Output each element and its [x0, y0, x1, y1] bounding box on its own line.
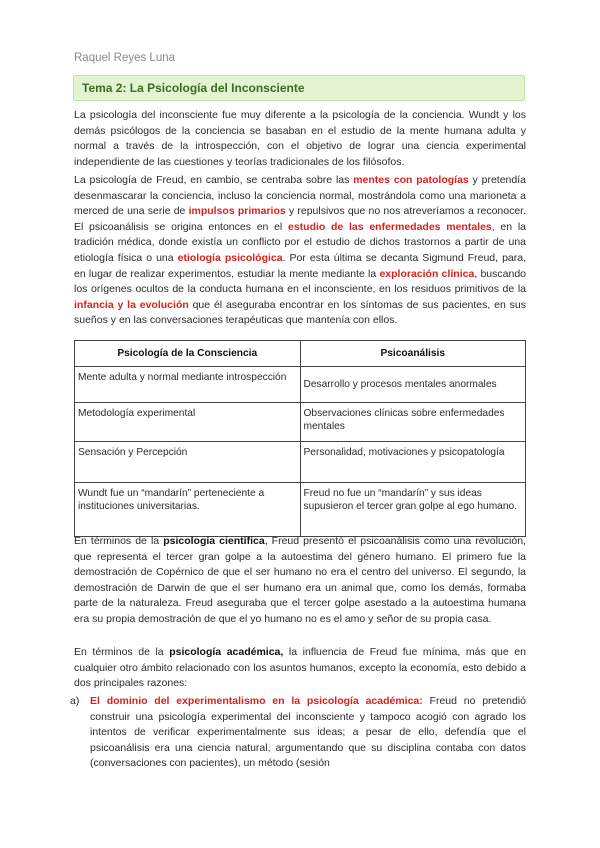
highlight-estudio-enfermedades: estudio de las enfermedades mentales	[287, 220, 492, 233]
highlight-etiologia-psicologica: etiología psicológica	[177, 251, 283, 264]
table-row	[75, 483, 526, 537]
author-name: Raquel Reyes Luna	[74, 52, 176, 64]
text: , buscando los orígenes ocultos de la conducta humana en el inconsciente, en los residuos primitivos de la	[74, 267, 526, 296]
table-cell: Sensación y Percepción	[75, 442, 301, 483]
list-item-heading: El dominio del experimentalismo en la psicología académica:	[90, 695, 423, 707]
table-header-row	[75, 341, 526, 367]
list-item-a	[70, 694, 526, 772]
text: , en la tradición médica, donde existía un conflicto por el estudio de dichos trastornos a partir de una etiología física o una	[74, 220, 526, 264]
text: La psicología de Freud, en cambio, se centraba sobre las	[74, 174, 354, 186]
table-row	[75, 367, 526, 403]
comparison-table	[74, 340, 526, 537]
text: la influencia de Freud fue mínima, más que en cualquier otro ámbito relacionado con los asuntos humanos, excepto la economía, esto debido a dos principales razones:	[74, 646, 526, 690]
paragraph-intro: La psicología del inconsciente fue muy diferente a la psicología de la conciencia. Wundt y los demás psicólogos de la conciencia se basaban en el estudio de la mente humana adulta y normal a través de la introspección, con el objetivo de lograr una ciencia experimental independiente de las cuestiones y teorías tradicionales de los filósofos.	[74, 109, 526, 168]
text: , Freud presentó el psicoanálisis como una revolución, que representa el tercer gran golpe a la autoestima del género humano. El primero fue la demostración de Copérnico de que el ser humano no era el centro del universo. El segundo, la demostración de Darwin de que el ser humano era un animal que, como los demás, formaba parte de la naturaleza. Freud aseguraba que el tercer golpe asestado a la autoestima humana era su propia demostración de que el yo humano no es el amo y señor de su propia casa.	[74, 535, 526, 625]
table-cell: Personalidad, motivaciones y psicopatología	[300, 442, 526, 483]
text: y pretendía desenmascarar la conciencia, incluso la conciencia normal, mostrándola como una marioneta a merced de una serie de	[74, 174, 526, 218]
text: que él aseguraba encontrar en los síntomas de sus pacientes, en sus sueños y en las conversaciones terapéuticas que mantenía con ellos.	[74, 298, 526, 327]
table-cell: Mente adulta y normal mediante introspección	[75, 367, 301, 403]
text: En términos de la	[74, 646, 170, 658]
highlight-infancia-evolucion: infancia y la evolución	[74, 298, 189, 311]
highlight-exploracion-clinica: exploración clínica	[379, 267, 475, 280]
paragraph-freud	[74, 173, 526, 329]
bold-psicologia-academica: psicología académica,	[169, 646, 284, 658]
bold-psicologia-cientifica: psicología científica	[163, 535, 265, 547]
table-cell: Observaciones clínicas sobre enfermedades mentales	[300, 403, 526, 442]
table-row	[75, 442, 526, 483]
table-cell: Wundt fue un “mandarín” perteneciente a instituciones universitarias.	[75, 483, 301, 537]
table-header: Psicología de la Consciencia	[75, 341, 301, 367]
paragraph-psicologia-academica	[74, 645, 526, 692]
highlight-impulsos-primarios: impulsos primarios	[188, 205, 286, 218]
table-row	[75, 403, 526, 442]
text: En términos de la	[74, 535, 164, 547]
highlight-mentes-patologias: mentes con patologías	[353, 174, 469, 186]
table-cell: Desarrollo y procesos mentales anormales	[300, 367, 526, 403]
text: . Por esta última se decanta Sigmund Freud, para, en lugar de realizar experimentos, estudiar la mente mediante la	[74, 251, 527, 280]
topic-title: Tema 2: La Psicología del Inconsciente	[73, 75, 525, 101]
table-cell: Freud no fue un “mandarín” y sus ideas supusieron el tercer gran golpe al ego humano.	[300, 483, 526, 537]
table-header: Psicoanálisis	[300, 341, 526, 367]
paragraph-psicologia-cientifica	[74, 534, 526, 628]
list-marker: a)	[70, 695, 80, 707]
text: y repulsivos que no nos atreveríamos a reconocer. El psicoanálisis se origina entonces en el	[74, 205, 527, 233]
list-item-text: Freud no pretendió construir una psicología experimental del inconsciente y tampoco acogió con agrado los intentos de verificar experimentalmente sus ideas; a pesar de ello, defendía que el psicoanálisis era una ciencia natural, argumentando que su disciplina contaba con datos (conversaciones con pacientes), un método (sesión	[90, 695, 526, 770]
table-cell: Metodología experimental	[75, 403, 301, 442]
